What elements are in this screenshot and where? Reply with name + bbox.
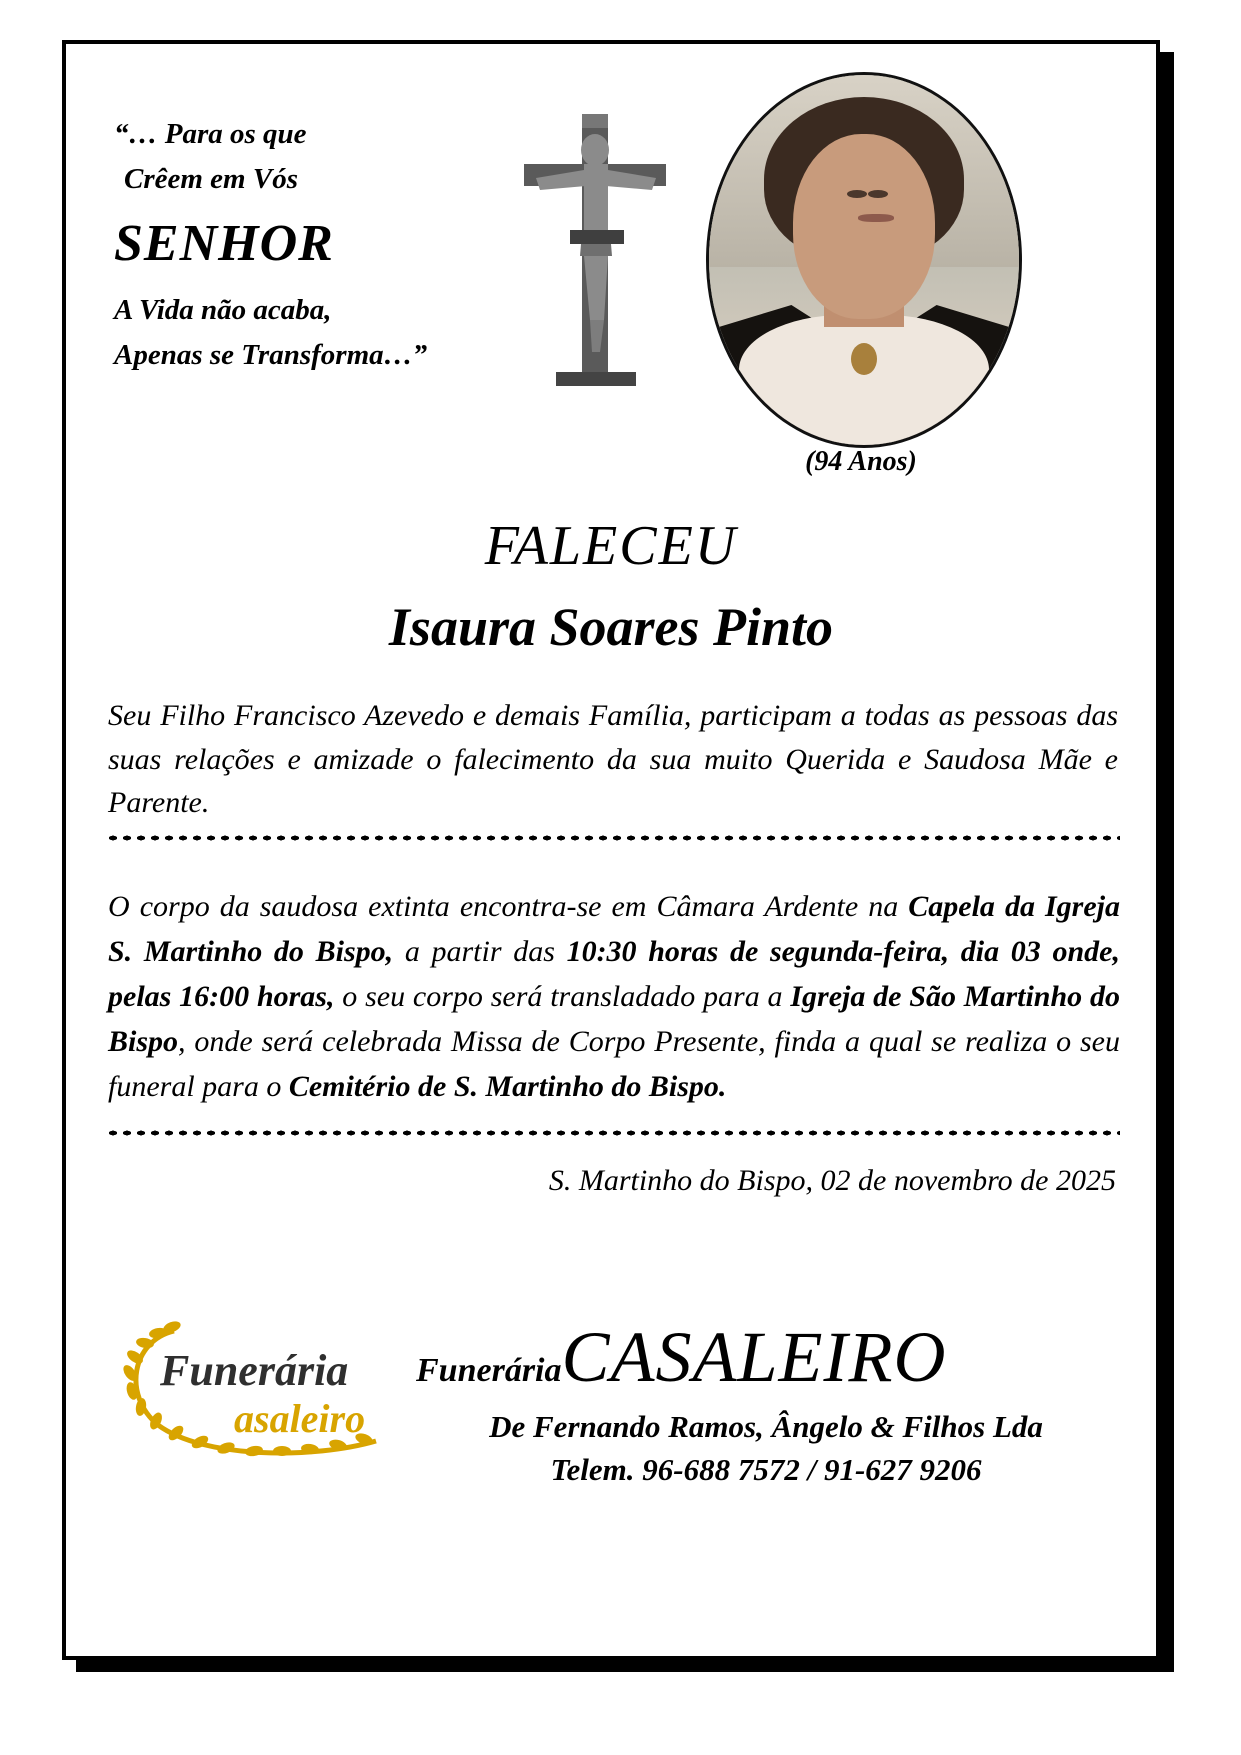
logo-word-funeraria: Funerária <box>160 1346 349 1395</box>
service-text-4: , onde será celebrada Missa de Corpo Presente, finda a qual se realiza o seu funeral para o <box>108 1025 1120 1103</box>
service-text-2: a partir das <box>393 935 567 968</box>
service-bold-3: Igreja de São Martinho do Bispo <box>108 980 1120 1058</box>
service-bold-2: 10:30 horas de segunda-feira, dia 03 onde, pelas 16:00 horas, <box>108 935 1120 1013</box>
deceased-name: Isaura Soares Pinto <box>388 597 834 657</box>
verse-line-5: Apenas se Transforma…” <box>114 339 428 372</box>
obituary-card <box>62 40 1160 1660</box>
verse-line-2: Crêem em Vós <box>124 162 298 195</box>
portrait-photo <box>706 72 1016 442</box>
divider-bottom <box>106 1129 1120 1137</box>
service-text-3: o seu corpo será transladado para a <box>334 980 791 1013</box>
funeral-home-title <box>416 1316 1116 1399</box>
family-notice-paragraph: Seu Filho Francisco Azevedo e demais Família, participam a todas as pessoas das suas relações e amizade o falecimento da sua muito Querida e Saudosa Mãe e Parente. <box>108 699 1118 819</box>
header-area <box>66 44 1156 484</box>
logo-word-asaleiro: asaleiro <box>234 1396 366 1441</box>
verse-line-1: “… Para os que <box>114 118 307 150</box>
divider-top <box>106 834 1120 842</box>
funeral-home-phone: Telem. 96-688 7572 / 91-627 9206 <box>550 1452 982 1487</box>
verse-line-4: A Vida não acaba, <box>114 294 332 327</box>
age-label: (94 Anos) <box>805 446 917 477</box>
place-and-date: S. Martinho do Bispo, 02 de novembro de 2025 <box>548 1164 1116 1197</box>
funeraria-logo <box>114 1309 414 1459</box>
service-details-paragraph <box>108 884 1120 1109</box>
funeral-home-name: CASALEIRO <box>561 1317 947 1397</box>
scripture-verse <box>114 112 534 378</box>
service-bold-1: Capela da Igreja S. Martinho do Bispo, <box>108 890 1120 968</box>
service-text-1: O corpo da saudosa extinta encontra-se em Câmara Ardente na <box>108 890 909 923</box>
crucifix-icon <box>496 106 696 396</box>
faleceu-heading: FALECEU <box>484 515 738 577</box>
funeral-home-owners: De Fernando Ramos, Ângelo & Filhos Lda <box>489 1409 1043 1444</box>
verse-lord-word: SENHOR <box>114 214 334 272</box>
service-bold-4: Cemitério de S. Martinho do Bispo. <box>288 1070 727 1103</box>
funeral-home-prefix: Funerária <box>416 1352 562 1389</box>
